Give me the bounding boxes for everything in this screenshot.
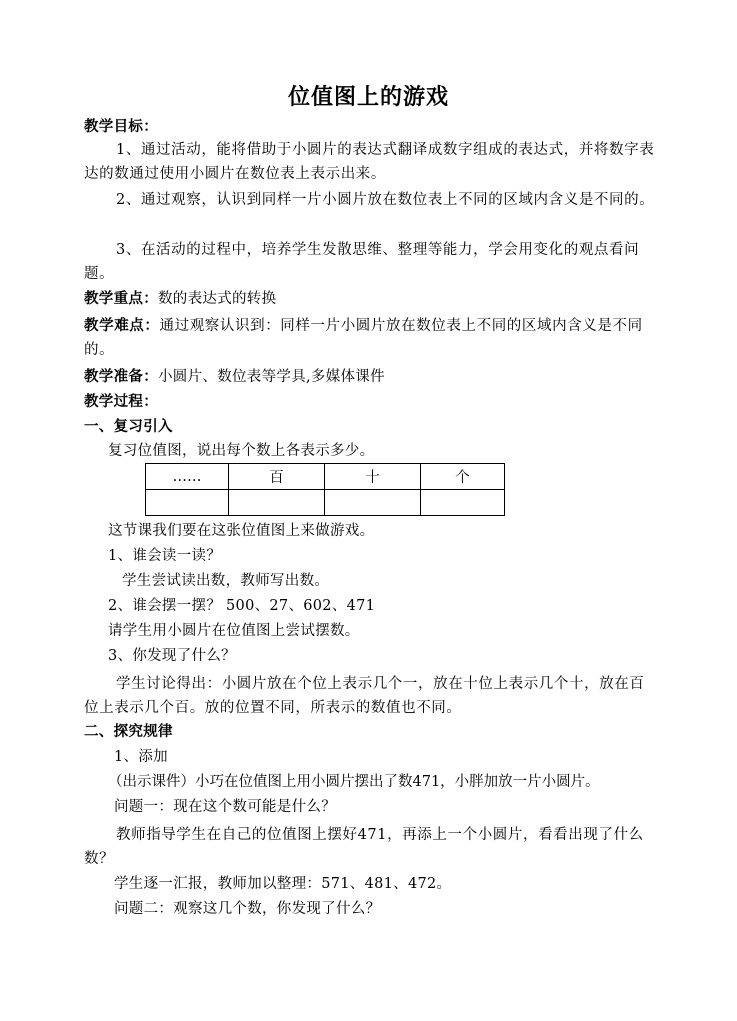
objective-2: 2、通过观察，认识到同样一片小圆片放在数位表上不同的区域内含义是不同的。 (116, 192, 655, 208)
question-discover-answer: 学生讨论得出：小圆片放在个位上表示几个一，放在十位上表示几个十，放在百位上表示几个百。放的位置不同，所表示的数值也不同。 (84, 676, 645, 716)
guide-text: 教师指导学生在自己的位值图上摆好471，再添上一个小圆片，看看出现了什么数？ (84, 827, 644, 867)
table-cell (146, 490, 229, 516)
add-text: （出示课件）小巧在位值图上用小圆片摆出了数471，小胖加放一片小圆片。 (108, 774, 600, 790)
preparation-text: 小圆片、数位表等学具,多媒体课件 (158, 369, 385, 385)
table-header-row (146, 464, 505, 490)
preparation (84, 368, 656, 386)
table-cell (229, 490, 325, 516)
section-1-heading: 一、复习引入 (84, 418, 173, 435)
table-cell (421, 490, 505, 516)
place-value-table (145, 463, 505, 516)
table-row (146, 490, 505, 516)
page-title: 位值图上的游戏 (287, 84, 449, 110)
key-point-label: 教学重点： (84, 290, 158, 307)
objective-1: 1、通过活动，能将借助于小圆片的表达式翻译成数字组成的表达式，并将数字表达的数通过使用小圆片在数位表上表示出来。 (84, 142, 655, 182)
preparation-label: 教学准备： (84, 368, 158, 385)
objective-3: 3、在活动的过程中，培养学生发散思维、整理等能力，学会用变化的观点看问题。 (84, 242, 640, 282)
add-heading: 1、添加 (114, 749, 168, 765)
table-header-cell: …… (146, 464, 229, 490)
section-2-heading: 二、探究规律 (84, 723, 173, 740)
key-point-text: 数的表达式的转换 (158, 291, 277, 307)
question-discover: 3、你发现了什么？ (108, 648, 236, 664)
question-read-answer: 学生尝试读出数，教师写出数。 (122, 573, 330, 589)
table-header-cell: 十 (325, 464, 421, 490)
question-two: 问题二：观察这几个数，你发现了什么？ (114, 901, 381, 917)
table-cell (325, 490, 421, 516)
objectives-heading: 教学目标： (84, 118, 158, 135)
table-header-cell: 个 (421, 464, 505, 490)
question-place-instruction: 请学生用小圆片在位值图上尝试摆数。 (108, 623, 360, 639)
question-place: 2、谁会摆一摆？ 500、27、602、471 (108, 598, 376, 614)
difficulty-text: 通过观察认识到：同样一片小圆片放在数位表上不同的区域内含义是不同的。 (84, 318, 643, 358)
review-text: 复习位值图，说出每个数上各表示多少。 (108, 443, 375, 459)
game-intro: 这节课我们要在这张位值图上来做游戏。 (108, 523, 375, 539)
question-read: 1、谁会读一读？ (108, 548, 222, 564)
difficulty (84, 314, 656, 362)
question-one: 问题一：现在这个数可能是什么？ (114, 799, 336, 815)
process-heading: 教学过程： (84, 393, 158, 410)
report-text: 学生逐一汇报，教师加以整理：571、481、472。 (114, 876, 452, 892)
key-point (84, 290, 656, 308)
difficulty-label: 教学难点： (84, 317, 160, 334)
table-header-cell: 百 (229, 464, 325, 490)
